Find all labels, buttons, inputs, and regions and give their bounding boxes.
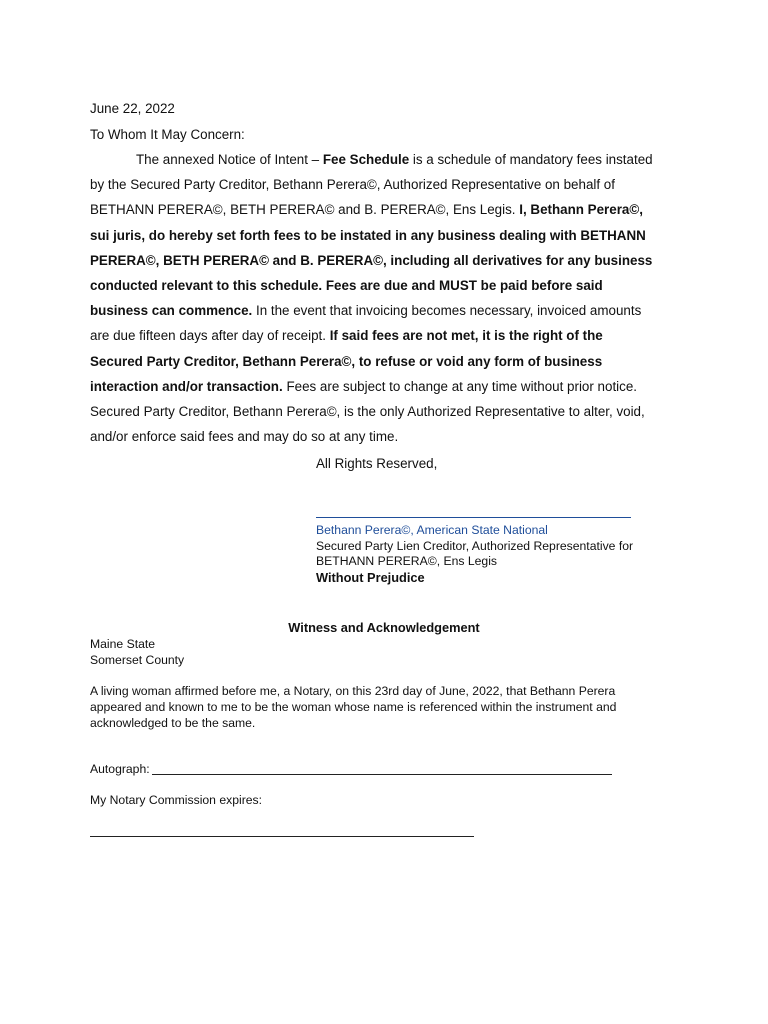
bold-text: PERERA©, BETH PERERA© and B. PERERA©, including all derivatives for any business [90,253,653,268]
body-line [90,354,602,370]
bold-text: Fee Schedule [322,152,410,167]
county-label: Somerset County [90,653,185,667]
without-prejudice: Without Prejudice [316,570,425,585]
text-segment: Secured Party Creditor, Bethann Perera©, is the only Authorized Representative to alter, void, [90,404,645,419]
text-segment: are due fifteen days after day of receipt. [90,328,330,343]
state-label: Maine State [90,637,156,651]
text-segment: and/or enforce said fees and may do so at any time. [90,429,399,444]
bold-text: I, Bethann Perera©, [519,202,643,217]
text-segment: Fees are subject to change at any time without prior notice. [282,379,638,394]
body-line [90,228,646,244]
bold-text: If said fees are not met, it is the right of the [329,328,603,343]
signer-role-line-1: Secured Party Lien Creditor, Authorized Representative for [316,539,634,553]
body-line [90,379,637,395]
commission-date-line[interactable] [90,836,474,837]
body-line [90,429,398,445]
text-segment: is a schedule of mandatory fees instated [409,152,653,167]
notary-statement-line: acknowledged to be the same. [90,716,256,730]
body-line [90,202,643,218]
text-segment: The annexed Notice of Intent – [136,152,323,167]
signer-name: Bethann Perera©, American State National [316,523,548,537]
body-line [90,278,603,294]
letter-date: June 22, 2022 [90,101,175,116]
bold-text: sui juris, do hereby set forth fees to be instated in any business dealing with BETHANN [90,228,646,243]
autograph-line[interactable] [152,774,612,775]
text-segment: by the Secured Party Creditor, Bethann Perera©, Authorized Representative on behalf of [90,177,615,192]
body-line [90,328,603,344]
notary-statement-line: A living woman affirmed before me, a Notary, on this 23rd day of June, 2022, that Bethann Perera [90,684,616,698]
commission-label: My Notary Commission expires: [90,793,263,807]
body-line [90,253,652,269]
acknowledgement-heading: Witness and Acknowledgement [288,620,480,635]
bold-text: interaction and/or transaction. [90,379,283,394]
bold-text: Secured Party Creditor, Bethann Perera©, to refuse or void any form of business [90,354,603,369]
bold-text: conducted relevant to this schedule. Fees are due and MUST be paid before said [90,278,603,293]
closing-line: All Rights Reserved, [316,456,438,471]
notary-statement-line: appeared and known to me to be the woman whose name is referenced within the instrument and [90,700,617,714]
signer-role-line-2: BETHANN PERERA©, Ens Legis [316,554,498,568]
letter-salutation: To Whom It May Concern: [90,127,245,142]
text-segment: BETHANN PERERA©, BETH PERERA© and B. PERERA©, Ens Legis. [90,202,520,217]
body-line [90,404,645,420]
body-line [136,152,653,168]
autograph-label: Autograph: [90,762,150,776]
text-segment: In the event that invoicing becomes necessary, invoiced amounts [252,303,642,318]
body-line [90,177,615,193]
signature-line [316,517,631,518]
body-line [90,303,641,319]
bold-text: business can commence. [90,303,253,318]
